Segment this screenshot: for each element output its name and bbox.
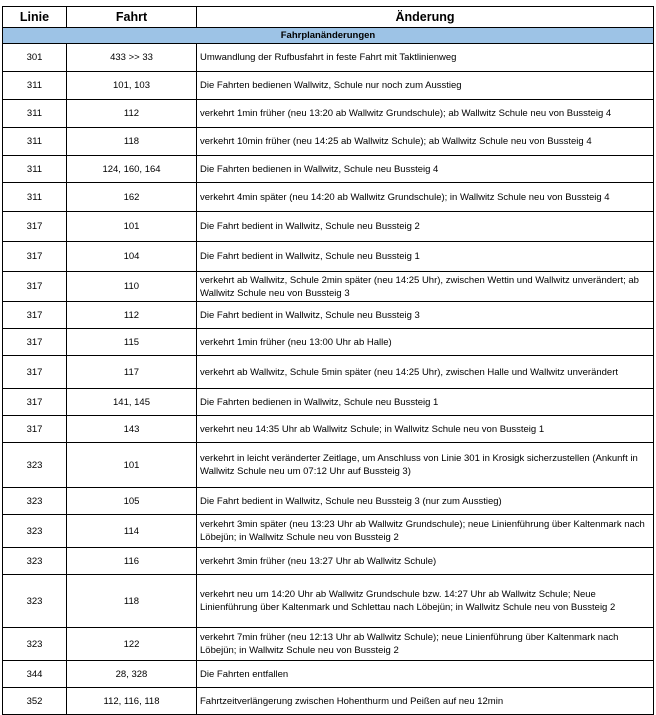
- table-row: [3, 548, 654, 575]
- linie-cell: 311: [3, 100, 67, 128]
- aenderung-cell: Die Fahrt bedient in Wallwitz, Schule neu Bussteig 2: [197, 212, 654, 242]
- linie-cell: 323: [3, 443, 67, 488]
- fahrt-cell: 115: [67, 329, 197, 356]
- table-row: [3, 242, 654, 272]
- aenderung-cell: verkehrt 4min später (neu 14:20 ab Wallwitz Grundschule); in Wallwitz Schule neu von Bussteig 4: [197, 183, 654, 212]
- fahrt-cell: 114: [67, 515, 197, 548]
- aenderung-cell: Die Fahrt bedient in Wallwitz, Schule neu Bussteig 1: [197, 242, 654, 272]
- linie-cell: 323: [3, 628, 67, 661]
- aenderung-cell: verkehrt ab Wallwitz, Schule 5min später (neu 14:25 Uhr), zwischen Halle und Wallwitz unverändert: [197, 356, 654, 389]
- table-row: [3, 575, 654, 628]
- aenderung-cell: Die Fahrten entfallen: [197, 661, 654, 688]
- table-row: [3, 329, 654, 356]
- table-row: [3, 443, 654, 488]
- linie-cell: 301: [3, 44, 67, 72]
- table-row: [3, 272, 654, 302]
- linie-cell: 323: [3, 515, 67, 548]
- linie-cell: 317: [3, 329, 67, 356]
- aenderung-cell: Fahrtzeitverlängerung zwischen Hohenthurm und Peißen auf neu 12min: [197, 688, 654, 715]
- fahrt-cell: 124, 160, 164: [67, 156, 197, 183]
- table-row: [3, 515, 654, 548]
- linie-cell: 352: [3, 688, 67, 715]
- aenderung-cell: verkehrt ab Wallwitz, Schule 2min später (neu 14:25 Uhr), zwischen Wettin und Wallwitz unverändert; ab Wallwitz Schule neu von Bussteig 3: [197, 272, 654, 302]
- header-row: [3, 7, 654, 28]
- table-row: [3, 44, 654, 72]
- fahrt-cell: 433 >> 33: [67, 44, 197, 72]
- aenderung-cell: verkehrt 1min früher (neu 13:20 ab Wallwitz Grundschule); ab Wallwitz Schule neu von Bussteig 4: [197, 100, 654, 128]
- aenderung-cell: verkehrt neu um 14:20 Uhr ab Wallwitz Grundschule bzw. 14:27 Uhr ab Wallwitz Schule; Neue Linienführung über Kaltenmark und Schlettau nach Löbejün; in Wallwitz Schule neu von Bussteig 2: [197, 575, 654, 628]
- aenderung-cell: Umwandlung der Rufbusfahrt in feste Fahrt mit Taktlinienweg: [197, 44, 654, 72]
- table-row: [3, 156, 654, 183]
- aenderung-cell: verkehrt 1min früher (neu 13:00 Uhr ab Halle): [197, 329, 654, 356]
- table-row: [3, 183, 654, 212]
- linie-cell: 323: [3, 548, 67, 575]
- table-row: [3, 72, 654, 100]
- linie-cell: 344: [3, 661, 67, 688]
- linie-cell: 317: [3, 416, 67, 443]
- fahrt-cell: 101: [67, 212, 197, 242]
- linie-cell: 317: [3, 356, 67, 389]
- table-row: [3, 128, 654, 156]
- aenderung-cell: verkehrt neu 14:35 Uhr ab Wallwitz Schule; in Wallwitz Schule neu von Bussteig 1: [197, 416, 654, 443]
- fahrt-cell: 110: [67, 272, 197, 302]
- fahrt-cell: 118: [67, 128, 197, 156]
- linie-cell: 311: [3, 156, 67, 183]
- fahrt-cell: 28, 328: [67, 661, 197, 688]
- fahrt-cell: 141, 145: [67, 389, 197, 416]
- linie-cell: 317: [3, 272, 67, 302]
- timetable-changes-table: [2, 6, 654, 715]
- fahrt-cell: 101, 103: [67, 72, 197, 100]
- fahrt-cell: 101: [67, 443, 197, 488]
- linie-cell: 311: [3, 128, 67, 156]
- header-aenderung: Änderung: [197, 7, 654, 28]
- linie-cell: 317: [3, 389, 67, 416]
- table-row: [3, 688, 654, 715]
- aenderung-cell: Die Fahrt bedient in Wallwitz, Schule neu Bussteig 3: [197, 302, 654, 329]
- fahrt-cell: 112: [67, 100, 197, 128]
- aenderung-cell: verkehrt in leicht veränderter Zeitlage, um Anschluss von Linie 301 in Krosigk sicherzustellen (Ankunft in Wallwitz Schule neu um 07:12 Uhr auf Bussteig 3): [197, 443, 654, 488]
- fahrt-cell: 118: [67, 575, 197, 628]
- table-row: [3, 488, 654, 515]
- linie-cell: 311: [3, 183, 67, 212]
- linie-cell: 323: [3, 488, 67, 515]
- aenderung-cell: Die Fahrten bedienen in Wallwitz, Schule neu Bussteig 4: [197, 156, 654, 183]
- fahrt-cell: 112: [67, 302, 197, 329]
- table-row: [3, 212, 654, 242]
- aenderung-cell: Die Fahrten bedienen Wallwitz, Schule nur noch zum Ausstieg: [197, 72, 654, 100]
- header-fahrt: Fahrt: [67, 7, 197, 28]
- aenderung-cell: Die Fahrten bedienen in Wallwitz, Schule neu Bussteig 1: [197, 389, 654, 416]
- fahrt-cell: 104: [67, 242, 197, 272]
- aenderung-cell: verkehrt 10min früher (neu 14:25 ab Wallwitz Schule); ab Wallwitz Schule neu von Bussteig 4: [197, 128, 654, 156]
- aenderung-cell: Die Fahrt bedient in Wallwitz, Schule neu Bussteig 3 (nur zum Ausstieg): [197, 488, 654, 515]
- linie-cell: 323: [3, 575, 67, 628]
- table-row: [3, 661, 654, 688]
- linie-cell: 317: [3, 212, 67, 242]
- fahrt-cell: 117: [67, 356, 197, 389]
- section-banner-row: [3, 28, 654, 44]
- table-row: [3, 100, 654, 128]
- table-row: [3, 416, 654, 443]
- aenderung-cell: verkehrt 7min früher (neu 12:13 Uhr ab Wallwitz Schule); neue Linienführung über Kaltenmark nach Löbejün; in Wallwitz Schule neu von Bussteig 2: [197, 628, 654, 661]
- section-banner: Fahrplanänderungen: [3, 28, 654, 44]
- fahrt-cell: 116: [67, 548, 197, 575]
- aenderung-cell: verkehrt 3min früher (neu 13:27 Uhr ab Wallwitz Schule): [197, 548, 654, 575]
- table-row: [3, 628, 654, 661]
- fahrt-cell: 162: [67, 183, 197, 212]
- fahrt-cell: 143: [67, 416, 197, 443]
- table-row: [3, 356, 654, 389]
- fahrt-cell: 105: [67, 488, 197, 515]
- linie-cell: 317: [3, 302, 67, 329]
- linie-cell: 311: [3, 72, 67, 100]
- aenderung-cell: verkehrt 3min später (neu 13:23 Uhr ab Wallwitz Grundschule); neue Linienführung über Kaltenmark nach Löbejün; in Wallwitz Schule neu von Bussteig 2: [197, 515, 654, 548]
- table-row: [3, 389, 654, 416]
- fahrt-cell: 122: [67, 628, 197, 661]
- table-row: [3, 302, 654, 329]
- fahrt-cell: 112, 116, 118: [67, 688, 197, 715]
- header-linie: Linie: [3, 7, 67, 28]
- timetable-changes-document: [2, 6, 654, 715]
- linie-cell: 317: [3, 242, 67, 272]
